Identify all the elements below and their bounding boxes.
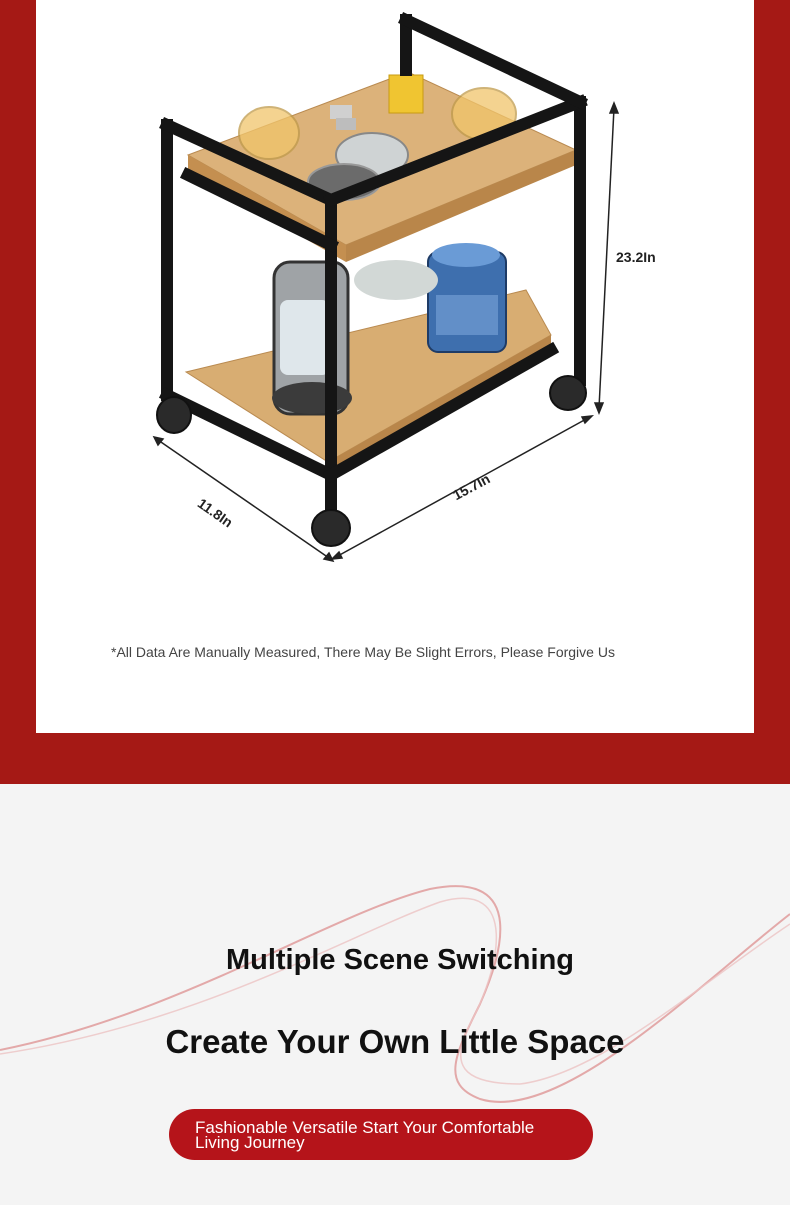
headline-little-space: Create Your Own Little Space — [165, 1023, 625, 1060]
product-dimension-panel — [36, 0, 754, 733]
tagline-pill: Fashionable Versatile Start Your Comfortable Living Journey — [169, 1109, 593, 1160]
headline-scene-switching: Multiple Scene Switching — [225, 944, 575, 976]
scene-switching-section — [0, 784, 790, 1205]
height-dimension-label: 23.2In — [616, 249, 656, 265]
measurement-disclaimer: *All Data Are Manually Measured, There May Be Slight Errors, Please Forgive Us — [111, 644, 615, 660]
depth-dimension-label: 11.8In — [194, 495, 236, 531]
cart-illustration — [36, 0, 754, 600]
width-dimension-label: 15.7In — [450, 470, 493, 504]
